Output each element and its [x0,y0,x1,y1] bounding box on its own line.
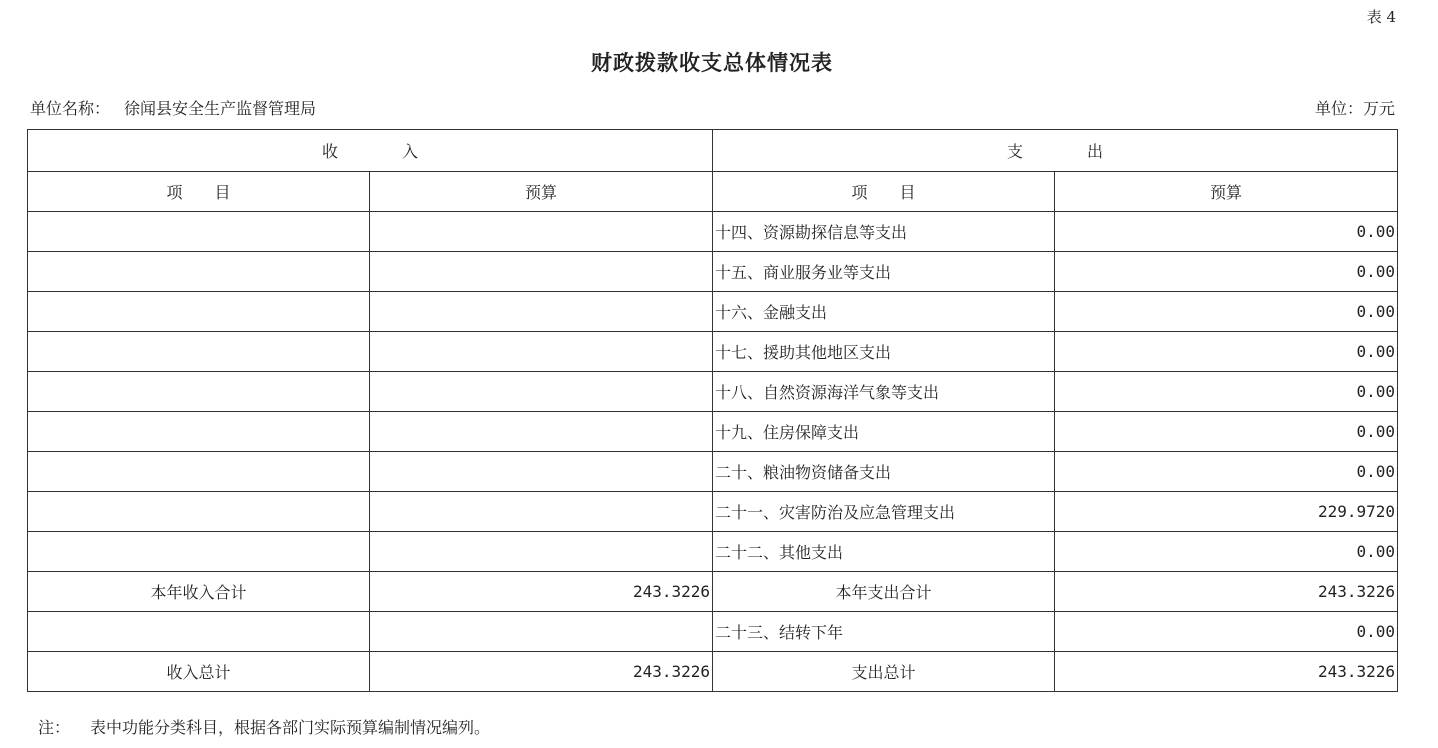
year-income-total-value: 243.3226 [370,572,713,612]
income-budget-cell [370,412,713,452]
expense-item-header: 项 目 [713,172,1055,212]
page-title: 财政拨款收支总体情况表 [591,50,833,75]
table-row [28,452,1398,492]
expense-item-cell: 二十二、其他支出 [713,532,1055,572]
expense-item-cell: 二十一、灾害防治及应急管理支出 [713,492,1055,532]
year-expense-total-label: 本年支出合计 [713,572,1055,612]
table-row [28,292,1398,332]
unit-name-value: 徐闻县安全生产监督管理局 [124,99,317,118]
income-item-cell [28,252,370,292]
income-item-cell [28,452,370,492]
carryover-budget-cell: 0.00 [1055,612,1398,652]
income-budget-header: 预算 [370,172,713,212]
year-total-row [28,572,1398,612]
expense-grand-total-value: 243.3226 [1055,652,1398,692]
expense-budget-cell: 0.00 [1055,332,1398,372]
expense-budget-cell: 0.00 [1055,292,1398,332]
section-header-row [28,130,1398,172]
footnote [38,715,490,738]
income-section-header: 收 入 [28,130,713,172]
income-budget-cell [370,212,713,252]
income-budget-cell [370,492,713,532]
table-row [28,412,1398,452]
grand-total-row [28,652,1398,692]
income-budget-cell [370,292,713,332]
year-expense-total-value: 243.3226 [1055,572,1398,612]
expense-budget-cell: 0.00 [1055,452,1398,492]
expense-budget-cell: 229.9720 [1055,492,1398,532]
expense-item-cell: 十八、自然资源海洋气象等支出 [713,372,1055,412]
income-grand-total-label: 收入总计 [28,652,370,692]
income-item-cell [28,532,370,572]
expense-item-cell: 十五、商业服务业等支出 [713,252,1055,292]
income-item-cell [28,492,370,532]
year-income-total-label: 本年收入合计 [28,572,370,612]
income-item-header: 项 目 [28,172,370,212]
income-budget-cell [370,452,713,492]
income-item-cell [28,332,370,372]
carryover-row [28,612,1398,652]
expense-budget-cell: 0.00 [1055,532,1398,572]
income-budget-cell [370,332,713,372]
income-item-cell [28,612,370,652]
income-budget-cell [370,612,713,652]
income-item-cell [28,212,370,252]
expense-budget-cell: 0.00 [1055,252,1398,292]
income-budget-cell [370,252,713,292]
expense-item-cell: 二十、粮油物资储备支出 [713,452,1055,492]
table-number: 表 4 [1366,8,1396,26]
budget-table [27,129,1398,692]
expense-budget-cell: 0.00 [1055,212,1398,252]
table-row [28,252,1398,292]
unit-name-line [30,96,316,119]
income-grand-total-value: 243.3226 [370,652,713,692]
table-row [28,492,1398,532]
footnote-text: 表中功能分类科目，根据各部门实际预算编制情况编列。 [90,718,491,737]
expense-item-cell: 十四、资源勘探信息等支出 [713,212,1055,252]
money-unit: 单位：万元 [1314,99,1395,118]
income-item-cell [28,412,370,452]
table-row [28,372,1398,412]
carryover-item-cell: 二十三、结转下年 [713,612,1055,652]
expense-budget-cell: 0.00 [1055,412,1398,452]
expense-grand-total-label: 支出总计 [713,652,1055,692]
expense-item-cell: 十七、援助其他地区支出 [713,332,1055,372]
income-budget-cell [370,372,713,412]
table-row [28,212,1398,252]
expense-section-header: 支 出 [713,130,1398,172]
income-item-cell [28,372,370,412]
column-header-row [28,172,1398,212]
expense-budget-header: 预算 [1055,172,1398,212]
table-row [28,332,1398,372]
expense-item-cell: 十九、住房保障支出 [713,412,1055,452]
unit-name-label: 单位名称： [30,99,111,118]
expense-item-cell: 十六、金融支出 [713,292,1055,332]
income-item-cell [28,292,370,332]
footnote-label: 注： [38,718,71,737]
table-row [28,532,1398,572]
income-budget-cell [370,532,713,572]
expense-budget-cell: 0.00 [1055,372,1398,412]
